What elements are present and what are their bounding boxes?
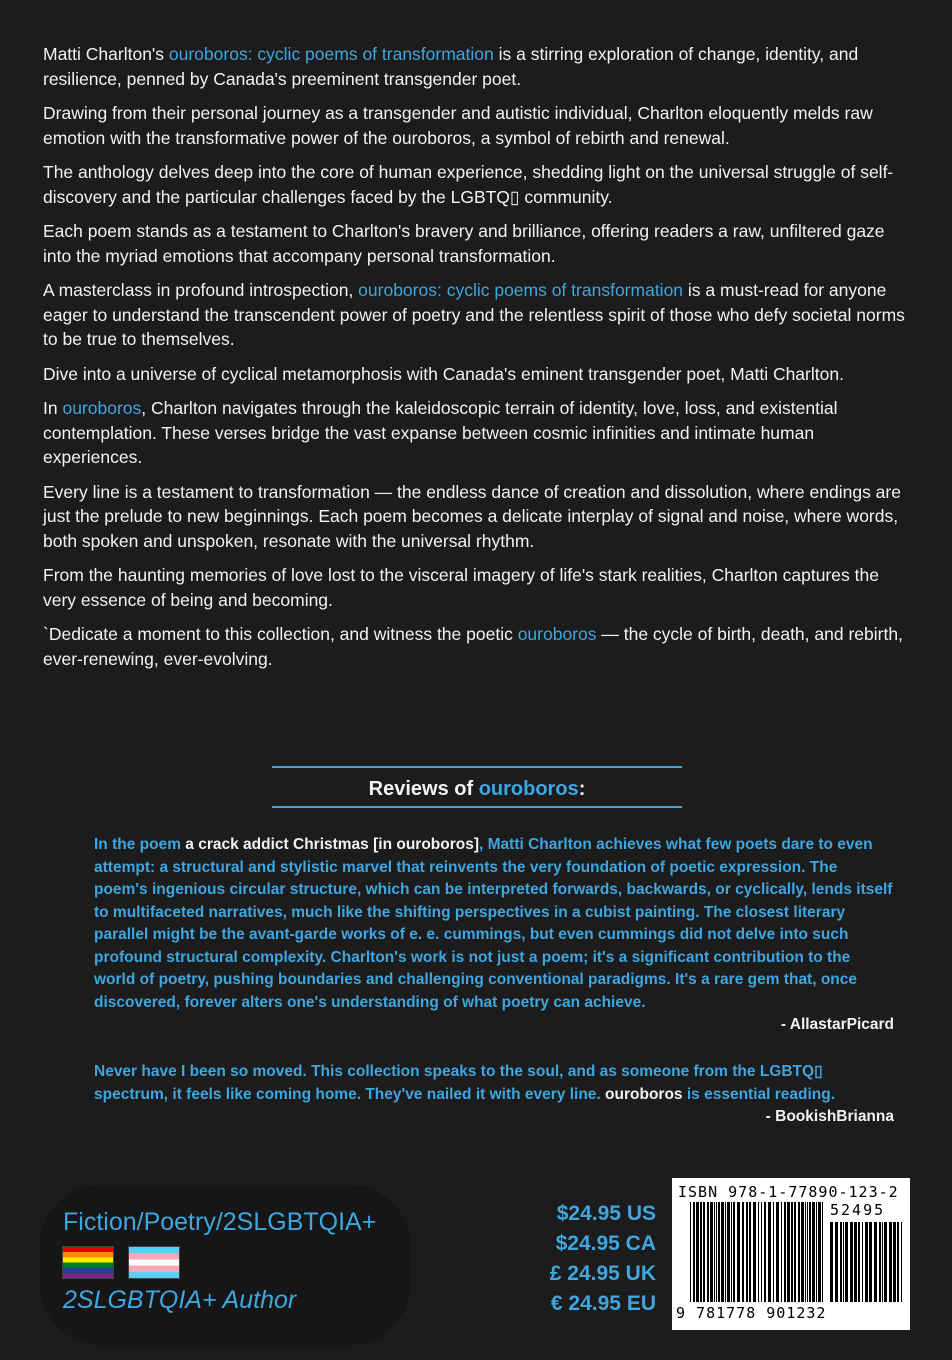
paragraph-text: is a stirring exploration of change, identity, and resilience, penned by Canada's preeminent transgender poet. <box>43 44 859 89</box>
paragraph-text: Drawing from their personal journey as a transgender and autistic individual, Charlton eloquently melds raw emotion with the transformative power of the ouroboros, a symbol of rebirth and renewal. <box>43 103 873 148</box>
description-paragraph <box>43 480 905 554</box>
paragraph-text: In <box>43 398 63 418</box>
barcode-bar <box>884 1222 887 1302</box>
isbn-number: ISBN 978-1-77890-123-2 <box>678 1183 899 1201</box>
review-2 <box>94 1061 894 1129</box>
reviews-title <box>272 768 682 806</box>
description-paragraph <box>43 160 905 209</box>
divider-bottom <box>272 806 682 808</box>
barcode-bar <box>882 1222 883 1302</box>
barcode-bar <box>690 1202 691 1302</box>
paragraph-text: Dive into a universe of cyclical metamorphosis with Canada's eminent transgender poet, Matti Charlton. <box>43 363 844 384</box>
barcode-bar <box>773 1202 774 1302</box>
review-highlight: a crack addict Christmas [in ouroboros] <box>185 836 480 853</box>
review-highlight: ouroboros <box>605 1085 683 1103</box>
review-text <box>94 834 894 1014</box>
barcode-bar <box>733 1202 735 1302</box>
review-text <box>94 1061 894 1106</box>
description-paragraph <box>43 396 905 470</box>
barcode-bar <box>862 1222 863 1302</box>
barcode-bar <box>716 1202 717 1302</box>
barcode-bar <box>758 1202 759 1302</box>
paragraph-text: — the cycle of birth, death, and rebirth, ever-renewing, ever-evolving. <box>43 624 903 669</box>
pride-flag-icon <box>62 1246 114 1279</box>
barcode-bar <box>901 1222 902 1302</box>
review-segment: Never have I been so moved. This collection speaks to the soul, and as someone from the LGBTQ▯ spectrum, it feels like coming home. They've nailed it with every line. <box>94 1063 823 1103</box>
book-title-highlight: ouroboros: cyclic poems of transformation <box>358 280 684 300</box>
ean-digits: 9 781778 901232 <box>676 1304 827 1322</box>
paragraph-text: The anthology delves deep into the core of human experience, shedding light on the universal struggle of self-discovery and the particular challenges faced by the LGBTQ▯ community. <box>43 162 894 207</box>
price-ca: $24.95 CA <box>555 1232 656 1255</box>
barcode-bar <box>822 1202 823 1302</box>
barcode-bar <box>816 1202 817 1302</box>
paragraph-text: is a must-read for anyone eager to understand the transcendent power of poetry and the relentless spirit of those who defy societal norms to be true to themselves. <box>43 280 905 349</box>
description-paragraph <box>43 563 905 612</box>
barcode-bar <box>794 1202 796 1302</box>
description-paragraph <box>43 219 905 268</box>
barcode-bar <box>879 1222 881 1302</box>
description-paragraph <box>43 622 905 671</box>
barcode-bar <box>707 1202 709 1302</box>
barcode-bar <box>869 1222 872 1302</box>
price-addon-code: 52495 <box>830 1201 886 1219</box>
barcode-bar <box>781 1202 782 1302</box>
paragraph-text: Each poem stands as a testament to Charlton's bravery and brilliance, offering readers a raw, unfiltered gaze into the myriad emotions that accompany personal transformation. <box>43 221 885 266</box>
barcode-bar <box>753 1202 756 1302</box>
barcode-bar <box>835 1222 838 1302</box>
price-list <box>520 1199 656 1319</box>
barcode-bar <box>807 1202 808 1302</box>
barcode-bar <box>830 1222 833 1302</box>
reviews-heading <box>272 766 682 808</box>
barcode-bar <box>742 1202 744 1302</box>
barcode-bar <box>809 1202 811 1302</box>
review-segment: In the poem <box>94 836 186 853</box>
barcode-addon-bars <box>830 1222 904 1302</box>
barcode-bar <box>805 1202 806 1302</box>
barcode-bar <box>798 1202 800 1302</box>
review-segment: , Matti Charlton achieves what few poets dare to even attempt: a structural and stylistic marvel that reinvents the very foundation of poetic expression. The poem's ingenious circular structure, which can be interpreted forwards, backwards, or cyclically, lends itself to multifaceted narratives, much like the shifting perspectives in a cubist painting. The closest literary parallel might be the avant-garde works of e. e. cummings, but even cummings did not delve into such profound structural complexity. Charlton's work is not just a poem; it's a significant contribution to the world of poetry, pushing boundaries and challenging conventional paradigms. It's a rare gem that, once discovered, forever alters one's understanding of what poetry can achieve. <box>94 836 893 1011</box>
barcode-bar <box>725 1202 726 1302</box>
barcode-bar <box>768 1202 771 1302</box>
author-label: 2SLGBTQIA+ Author <box>63 1286 297 1314</box>
review-segment: is essential reading. <box>682 1085 836 1103</box>
barcode-bar <box>727 1202 730 1302</box>
barcode-bar <box>696 1202 699 1302</box>
barcode-bar <box>865 1222 868 1302</box>
barcode-bar <box>761 1202 762 1302</box>
paragraph-text: , Charlton navigates through the kaleidoscopic terrain of identity, love, loss, and existential contemplation. These verses bridge the vast expanse between cosmic infinities and intimate human experiences. <box>43 398 838 467</box>
barcode-bar <box>700 1202 702 1302</box>
review-author: - BookishBrianna <box>765 1108 894 1125</box>
paragraph-text: From the haunting memories of love lost to the visceral imagery of life's stark realities, Charlton captures the very essence of being and becoming. <box>43 565 879 610</box>
book-title-highlight: ouroboros: cyclic poems of transformation <box>168 44 494 64</box>
paragraph-text: Matti Charlton's <box>43 44 169 64</box>
paragraph-text: Every line is a testament to transformation — the endless dance of creation and dissolution, where endings are just the prelude to new beginnings. Each poem becomes a delicate interplay of signal and noise, where words, both spoken and unspoken, resonate with the universal rhythm. <box>43 481 901 551</box>
barcode-bar <box>731 1202 732 1302</box>
barcode-main-bars <box>690 1202 824 1302</box>
barcode-bar <box>801 1202 804 1302</box>
isbn-barcode <box>672 1178 910 1330</box>
barcode-bar <box>791 1202 793 1302</box>
barcode-bar <box>818 1202 821 1302</box>
barcode-bar <box>703 1202 705 1302</box>
description-paragraph <box>43 278 905 352</box>
paragraph-text: A masterclass in profound introspection, <box>43 280 359 300</box>
barcode-bar <box>897 1222 899 1302</box>
barcode-bar <box>693 1202 695 1302</box>
barcode-bar <box>718 1202 720 1302</box>
barcode-bar <box>874 1222 877 1302</box>
barcode-bar <box>776 1202 779 1302</box>
barcode-bar <box>749 1202 751 1302</box>
reviews-book-title: ouroboros <box>478 778 579 800</box>
barcode-bar <box>843 1222 844 1302</box>
reviews-suffix: : <box>578 778 586 800</box>
description-paragraph <box>43 101 905 150</box>
barcode-bar <box>710 1202 713 1302</box>
description-paragraph <box>43 362 905 387</box>
barcode-bar <box>889 1222 892 1302</box>
barcode-bar <box>787 1202 790 1302</box>
barcode-bar <box>840 1222 842 1302</box>
barcode-bar <box>845 1222 848 1302</box>
category-label: Fiction/Poetry/2SLGBTQIA+ <box>63 1208 377 1236</box>
barcode-bar <box>893 1222 896 1302</box>
trans-flag-icon <box>128 1246 180 1279</box>
barcode-bar <box>784 1202 786 1302</box>
description-paragraph <box>43 42 905 91</box>
book-title-highlight: ouroboros <box>62 398 142 418</box>
price-us: $24.95 US <box>556 1202 656 1225</box>
barcode-bar <box>714 1202 715 1302</box>
barcode-bar <box>746 1202 748 1302</box>
book-title-highlight: ouroboros <box>517 624 597 644</box>
price-eu: € 24.95 EU <box>550 1292 656 1315</box>
barcode-bar <box>858 1222 860 1302</box>
book-description <box>43 42 905 681</box>
review-1 <box>94 834 894 1037</box>
barcode-bar <box>812 1202 815 1302</box>
barcode-bar <box>854 1222 857 1302</box>
barcode-bar <box>764 1202 766 1302</box>
paragraph-text: `Dedicate a moment to this collection, and witness the poetic <box>43 624 518 644</box>
barcode-bar <box>737 1202 740 1302</box>
barcode-bar <box>721 1202 724 1302</box>
reviews-prefix: Reviews of <box>368 778 479 800</box>
price-uk: £ 24.95 UK <box>549 1262 656 1285</box>
review-author: - AllastarPicard <box>780 1016 894 1033</box>
barcode-bar <box>850 1222 853 1302</box>
